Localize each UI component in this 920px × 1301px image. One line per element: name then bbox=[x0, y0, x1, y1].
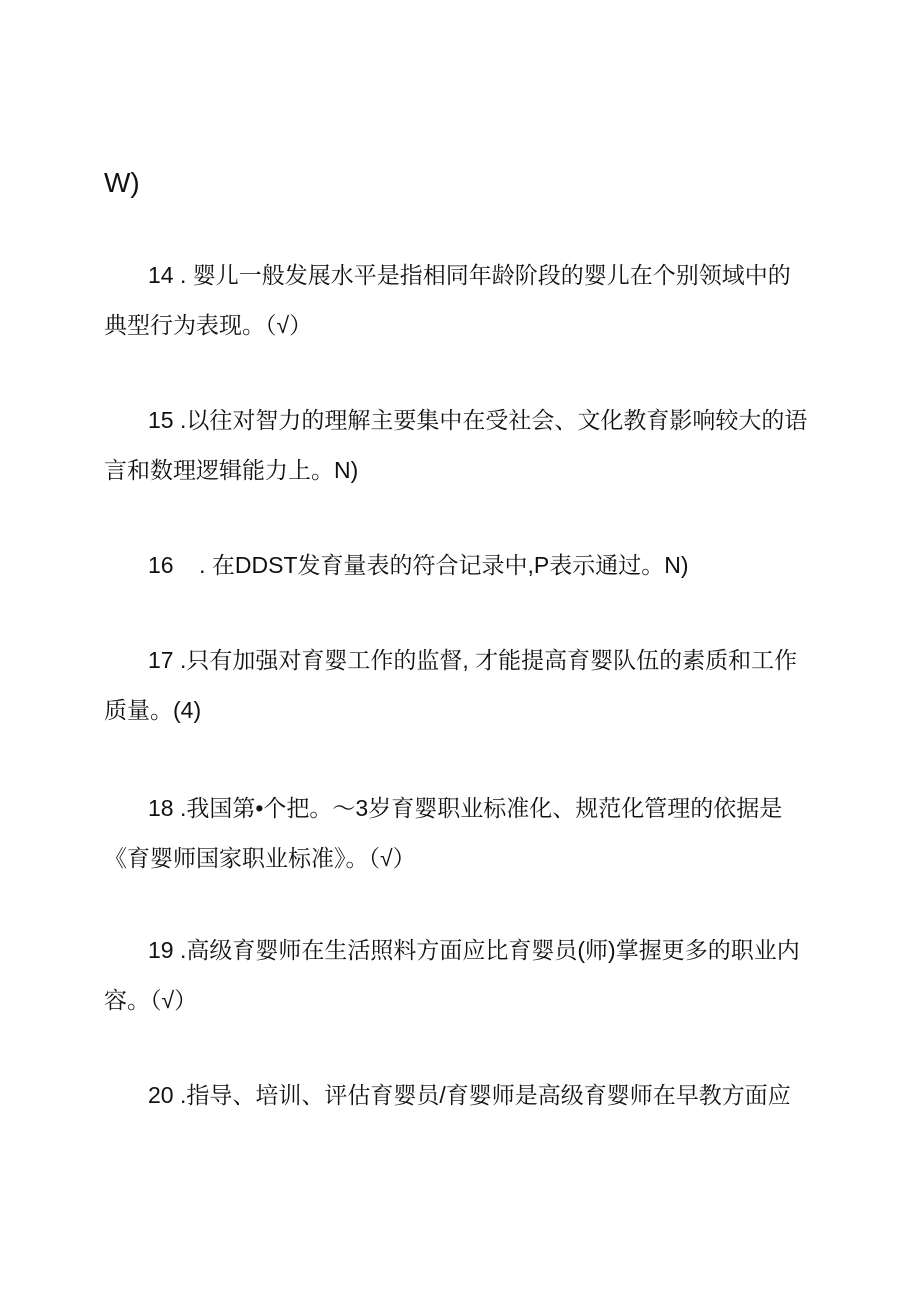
item-number: 16 bbox=[148, 552, 174, 578]
item-text-cont: 《育婴师国家职业标准》。（√） bbox=[104, 845, 416, 871]
item-text-cont: 容。（√） bbox=[104, 987, 198, 1013]
item-number: 15 bbox=[148, 407, 174, 433]
item-text: . 在DDST发育量表的符合记录中,P表示通过。N) bbox=[173, 552, 689, 578]
item-text-cont: 质量。(4) bbox=[104, 697, 202, 723]
item-text-cont: 言和数理逻辑能力上。N) bbox=[104, 457, 359, 483]
item-text: .只有加强对育婴工作的监督, 才能提高育婴队伍的素质和工作 bbox=[173, 647, 798, 673]
item-number: 14 bbox=[148, 262, 174, 288]
heading-fragment: W) bbox=[104, 167, 140, 198]
item-text: .我国第•个把。～3岁育婴职业标准化、规范化管理的依据是 bbox=[173, 795, 783, 821]
item-text: . 婴儿一般发展水平是指相同年龄阶段的婴儿在个别领域中的 bbox=[173, 262, 791, 288]
item-text-cont: 典型行为表现。（√） bbox=[104, 312, 313, 338]
item-number: 17 bbox=[148, 647, 174, 673]
item-text: .高级育婴师在生活照料方面应比育婴员(师)掌握更多的职业内 bbox=[173, 937, 800, 963]
item-text: .以往对智力的理解主要集中在受社会、文化教育影响较大的语 bbox=[173, 407, 808, 433]
item-number: 18 bbox=[148, 795, 174, 821]
item-text: .指导、培训、评估育婴员/育婴师是高级育婴师在早教方面应 bbox=[173, 1082, 791, 1108]
item-number: 19 bbox=[148, 937, 174, 963]
item-number: 20 bbox=[148, 1082, 174, 1108]
